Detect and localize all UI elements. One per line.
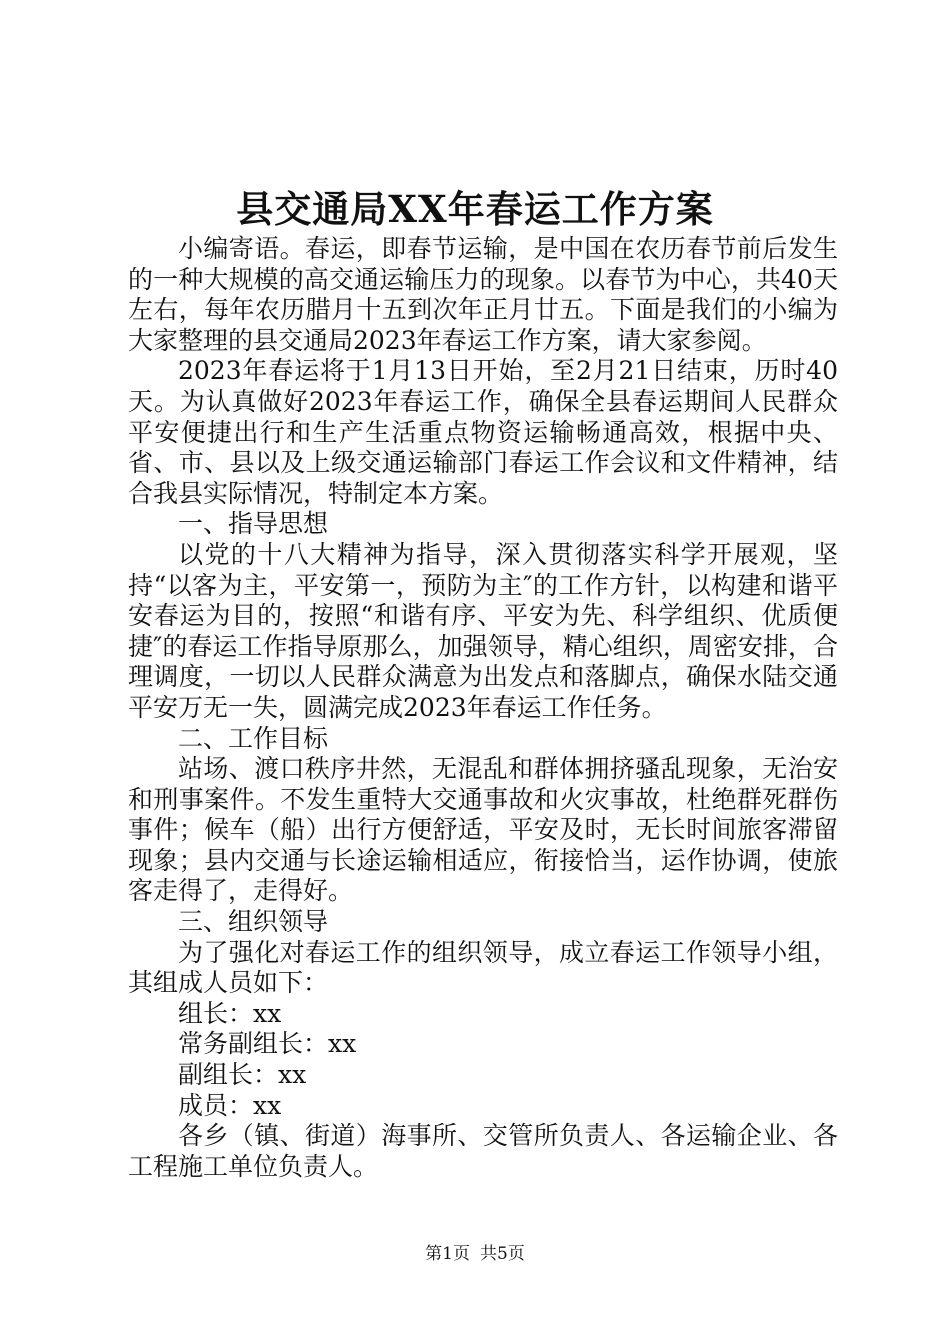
page-number: 第1页	[425, 1244, 470, 1264]
members-line: 成员：xx	[178, 1090, 282, 1120]
intro-paragraph: 小编寄语。春运，即春节运输，是中国在农历春节前后发生的一种大规模的高交通运输压力的现象。以春节为中心，共40天左右，每年农历腊月十五到次年正月廿五。下面是我们的小编为大家整理的县交通局2023年春运工作方案，请大家参阅。	[128, 234, 838, 355]
page-total: 共5页	[480, 1244, 525, 1264]
organization-paragraph: 为了强化对春运工作的组织领导，成立春运工作领导小组，其组成人员如下：	[128, 937, 838, 998]
work-goals-paragraph: 站场、渡口秩序井然，无混乱和群体拥挤骚乱现象，无治安和刑事案件。不发生重特大交通事故和火灾事故，杜绝群死群伤事件；候车（船）出行方便舒适，平安及时，无长时间旅客滞留现象；县内交通与长途运输相适应，衔接恰当，运作协调，使旅客走得了，走得好。	[128, 754, 838, 906]
guiding-ideology-paragraph: 以党的十八大精神为指导，深入贯彻落实科学开展观，坚持“以客为主，平安第一，预防为主″的工作方针，以构建和谐平安春运为目的，按照“和谐有序、平安为先、科学组织、优质便捷″的春运工作指导原那么，加强领导，精心组织，周密安排，合理调度，一切以人民群众满意为出发点和落脚点，确保水陆交通平安万无一失，圆满完成2023年春运工作任务。	[128, 539, 838, 722]
page-footer	[0, 1242, 950, 1266]
responsible-units-paragraph: 各乡（镇、街道）海事所、交管所负责人、各运输企业、各工程施工单位负责人。	[128, 1121, 838, 1181]
deputy-leader-line: 副组长：xx	[178, 1060, 307, 1090]
group-leader-line: 组长：xx	[178, 998, 282, 1028]
document-title: 县交通局XX年春运工作方案	[236, 187, 714, 231]
section-heading-guiding-ideology: 一、指导思想	[178, 509, 329, 539]
executive-deputy-leader-line: 常务副组长：xx	[178, 1029, 357, 1059]
section-heading-work-goals: 二、工作目标	[178, 723, 329, 753]
document-body	[128, 234, 838, 1182]
overview-paragraph: 2023年春运将于1月13日开始，至2月21日结束，历时40天。为认真做好2023年春运工作，确保全县春运期间人民群众平安便捷出行和生产生活重点物资运输畅通高效，根据中央、省、市、县以及上级交通运输部门春运工作会议和文件精神，结合我县实际情况，特制定本方案。	[128, 356, 838, 508]
section-heading-organization: 三、组织领导	[178, 907, 329, 937]
